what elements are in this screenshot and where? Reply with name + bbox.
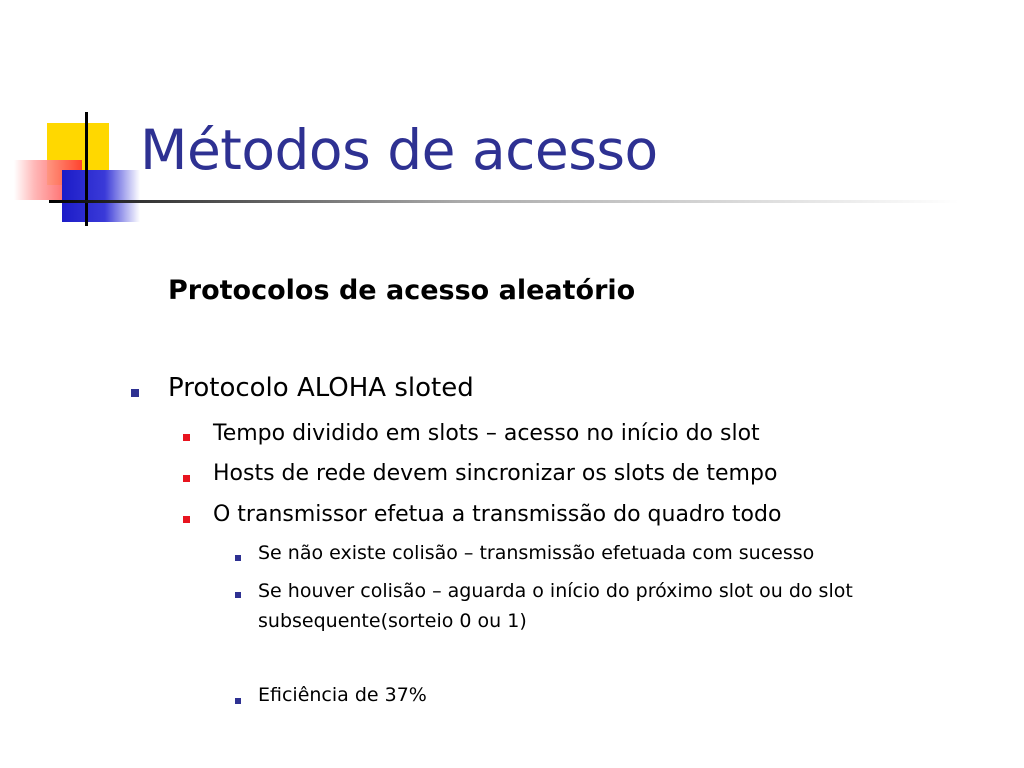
bullet-square-icon [235,698,241,704]
bullet-square-icon [183,516,190,523]
bullet-level3-eficiencia: Eficiência de 37% [258,684,427,706]
bullet-level3-sem-colisao: Se não existe colisão – transmissão efetuada com sucesso [258,542,815,564]
slide-title: Métodos de acesso [140,118,658,182]
bullet-square-icon [183,434,190,441]
bullet-level2-tempo: Tempo dividido em slots – acesso no início do slot [213,421,760,446]
bullet-level2-hosts: Hosts de rede devem sincronizar os slots de tempo [213,461,778,486]
bullet-square-icon [235,592,241,598]
bullet-level3-com-colisao: Se houver colisão – aguarda o início do próximo slot ou do slot subsequente(sorteio 0 ou 1) [258,580,853,632]
decor-vertical-line [85,112,88,226]
bullet-level2-transmissor: O transmissor efetua a transmissão do quadro todo [213,502,782,527]
decor-horizontal-line [49,200,959,203]
bullet-square-icon [183,475,190,482]
bullet-square-icon [131,389,139,397]
bullet-square-icon [235,555,241,561]
slide-subtitle: Protocolos de acesso aleatório [168,275,636,306]
bullet-level1-aloha: Protocolo ALOHA sloted [168,373,474,403]
decor-blue-square [62,170,140,222]
